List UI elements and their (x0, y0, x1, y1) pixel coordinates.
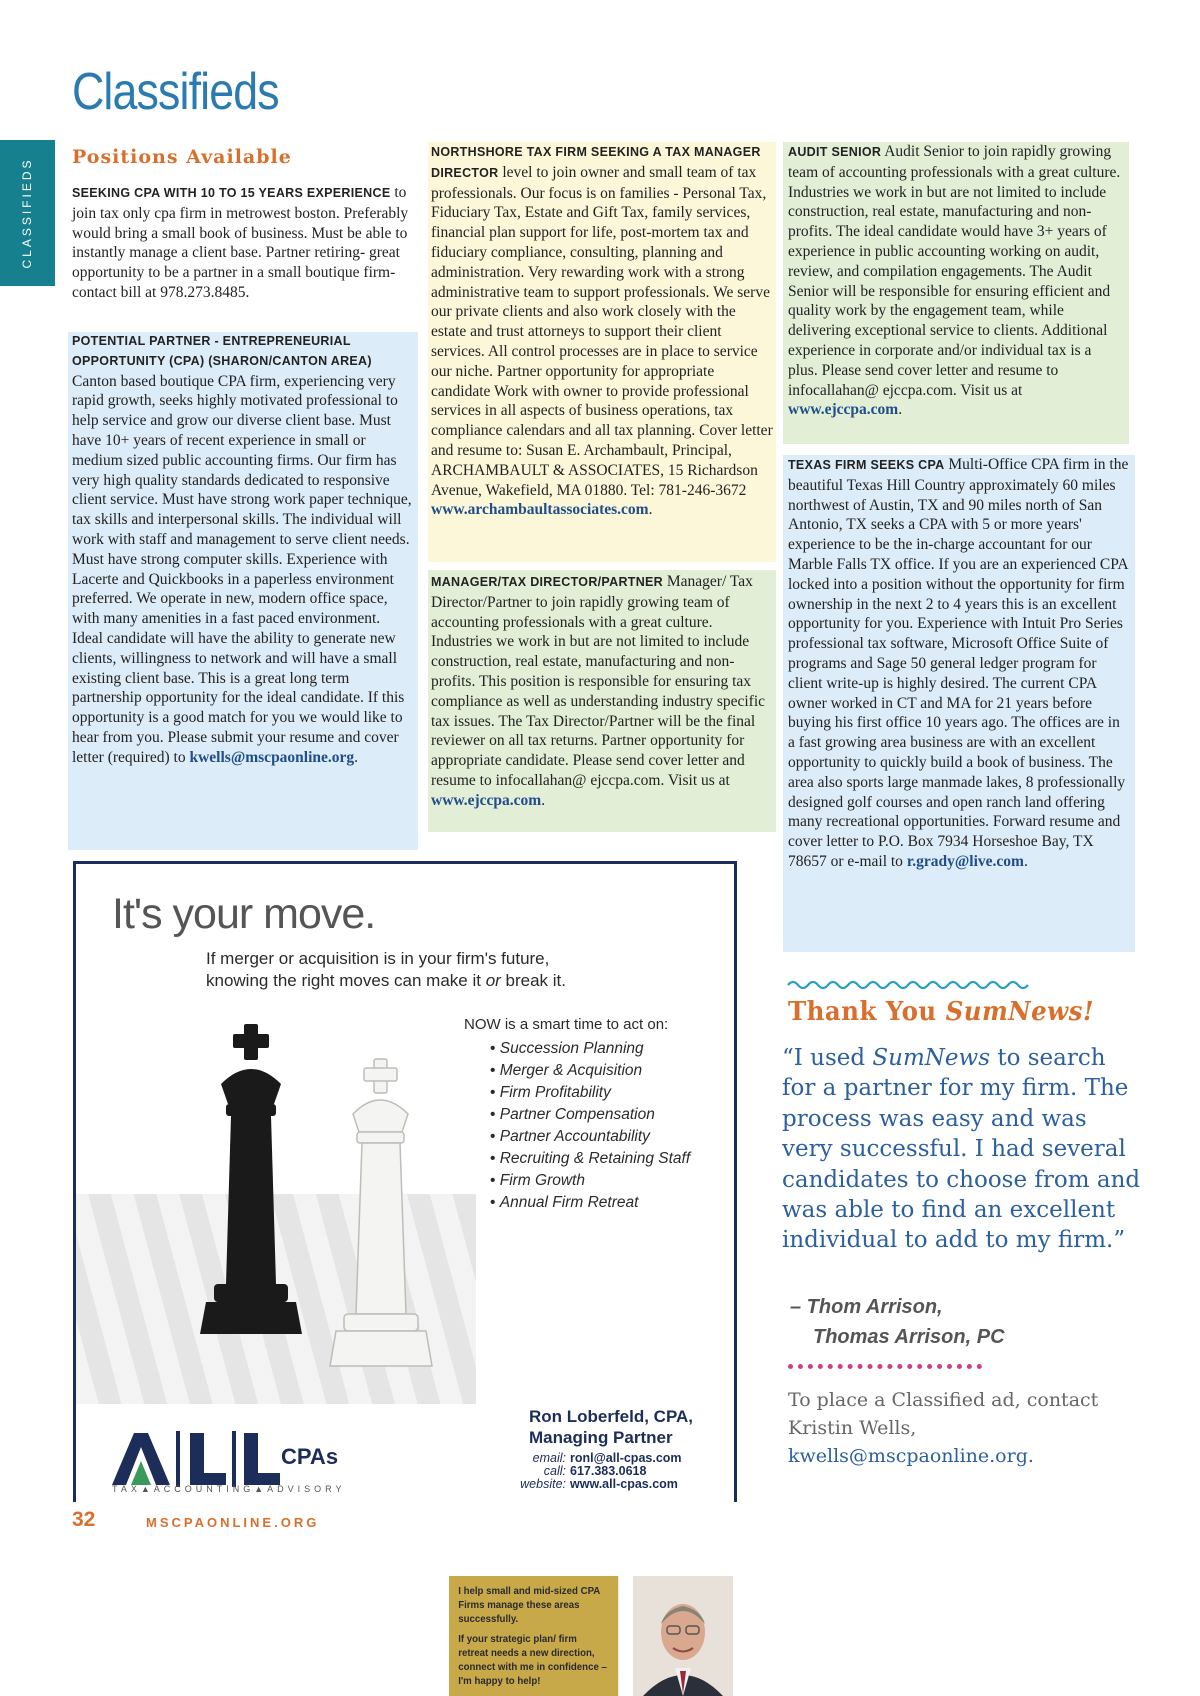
logo-tagline: TAX▲ACCOUNTING▲ADVISORY (112, 1484, 346, 1494)
ad-heading: AUDIT SENIOR (788, 145, 882, 159)
ad-subheadline-text: break it. (500, 971, 567, 990)
ad-body: Multi-Office CPA firm in the beautiful Texas Hill Country approximately 60 miles northwest of Austin, TX and 90 miles north of San Antonio, TX seeks a CPA with 5 or more years' experience to be the in-charge accountant for our Marble Falls TX office. If you are an experienced CPA locked into a position without the opportunity for firm ownership in the next 2 to 4 years this is an excellent opportunity for you. Experience with Intuit Pro Series professional tax software, Microsoft Office Suite of programs and Sage 50 general ledger program for client write-up is highly desired. The current CPA owner worked in CT and MA for 21 years before buying his first office 10 years ago. The offices are in a fast growing area business are with an excellent opportunity to quickly build a book of business. The area also sports large manmade lakes, 8 professionally designed golf courses and open ranch land offering many recreational opportunities. Forward resume and cover letter to P.O. Box 7934 Horseshoe Bay, TX 78657 or e-mail to (788, 456, 1129, 870)
ad-email-link[interactable]: kwells@mscpaonline.org (189, 748, 355, 766)
ad-body: Audit Senior to join rapidly growing team of accounting professionals with a great culture. Industries we work in but are not limited to include construction, real estate, manufacturing and non-profits. The ideal candidate would have 3+ years of experience in public accounting working on audit, review, and compilation engagements. The Audit Senior will be responsible for ensuring efficient and quality work by the engagement team, while delivering exceptional service to clients. Additional experience in corporate and/or individual tax is a plus. Please send cover letter and resume to infocallahan@ ejccpa.com. Visit us at (788, 143, 1121, 399)
place-ad-note (788, 1386, 1108, 1470)
place-ad-trail: . (1027, 1445, 1034, 1467)
ad-trail: . (354, 748, 359, 766)
ad-subheadline-text: knowing the right moves can make it (206, 971, 486, 990)
service-item: • Firm Profitability (490, 1082, 690, 1104)
ad-subheadline-emphasis: or (485, 971, 501, 990)
place-ad-text: To place a Classified ad, contact Kristin Wells, (788, 1389, 1099, 1439)
ad-trail: . (1023, 852, 1028, 870)
chess-pieces-image (176, 1014, 476, 1414)
attribution-firm: Thomas Arrison, PC (813, 1326, 1005, 1348)
ad-body: Manager/ Tax Director/Partner to join rapidly growing team of accounting professionals with a great culture. Industries we work in but are not limited to include construction, real estate, manufacturing and non-profits. This position is responsible for ensuring tax compliance as well as understanding industry specific tax issues. The Tax Director/Partner will be the final reviewer on all tax returns. Partner opportunity for appropriate candidate. Please send cover letter and resume to infocallahan@ ejccpa.com. Visit us at (431, 573, 766, 789)
ad-heading: MANAGER/TAX DIRECTOR/PARTNER (431, 575, 664, 589)
email-label: email: (532, 1451, 566, 1465)
all-cpas-logo-icon (112, 1431, 282, 1487)
ad-headline: It's your move. (112, 890, 376, 938)
ron-loberfeld-portrait (633, 1576, 733, 1696)
ad-website-link[interactable]: www.ejccpa.com (431, 791, 542, 809)
ad-website-link[interactable]: www.archambaultassociates.com (431, 501, 649, 519)
classified-ad-texas-firm (783, 455, 1135, 952)
side-tab-label: CLASSIFIEDS (20, 157, 34, 269)
quote-text: to search for a partner for my firm. The process was easy and was very successful. I had several candidates to choose from and was able to find an excellent individual to add to my firm.” (782, 1045, 1141, 1254)
ad-heading: NORTHSHORE TAX FIRM SEEKING A TAX MANAGER DIRECTOR (431, 145, 761, 180)
page-number: 32 (72, 1508, 96, 1531)
classified-ad-seeking-cpa (68, 183, 418, 303)
place-ad-email-link[interactable]: kwells@mscpaonline.org (788, 1445, 1028, 1467)
ad-quote-text: I help small and mid-sized CPA Firms manage these areas successfully. (458, 1585, 600, 1625)
ad-website-link[interactable]: www.ejccpa.com (788, 401, 899, 419)
service-item: • Annual Firm Retreat (490, 1192, 690, 1214)
contact-phone[interactable]: 617.383.0618 (570, 1464, 647, 1478)
thank-you-brand: SumNews! (945, 997, 1095, 1027)
attribution-name: – Thom Arrison, (790, 1296, 943, 1318)
ad-quote-text: If your strategic plan/ firm retreat needs a new direction, connect with me in confidence – I'm happy to help! (458, 1633, 607, 1687)
ad-body: to join tax only cpa firm in metrowest boston. Preferably would bring a small book of business. Must be able to instantly manage a client base. Partner retiring- great opportunity to be a partner in a small boutique firm-contact bill at 978.273.8485. (72, 184, 409, 301)
ad-body: level to join owner and small team of tax professionals. Our focus is on families - Personal Tax, Fiduciary Tax, Estate and Gift Tax, family services, financial plan support for life, post-mortem tax and fiduciary compliance, consulting, planning and administration. Very rewarding work with a strong administrative team to support professionals. We serve our private clients and also work closely with the estate and trust attorneys to support their client services. All control processes are in place to service our niche. Partner opportunity for appropriate candidate Work with owner to provide professional services in all aspects of business operations, tax compliance calendars and all tax planning. Cover letter and resume to: Susan E. Archambault, Principal, ARCHAMBAULT & ASSOCIATES, 15 Richardson Avenue, Wakefield, MA 01880. Tel: 781-246-3672 (431, 163, 773, 499)
classified-ad-manager-tax-director (428, 570, 776, 832)
classified-ad-audit-senior (783, 142, 1129, 444)
ad-heading: POTENTIAL PARTNER - ENTREPRENEURIAL OPPORTUNITY (CPA) (SHARON/CANTON AREA) (72, 334, 372, 368)
classified-ad-potential-partner (68, 332, 418, 850)
ad-body: Canton based boutique CPA firm, experiencing very rapid growth, seeks highly motivated professional to help service and grow our diverse client base. Must have 10+ years of recent experience in small or medium sized public accounting firms. Our firm has very high quality standards dedicated to responsive client service. Must have strong work paper technique, tax skills and interpersonal skills. The individual will work with staff and management to serve client needs. Must have strong computer skills. Experience with Lacerte and Quickbooks in a paperless environment preferred. We operate in new, modern office space, with many amenities in a fast paced environment. Ideal candidate will have the ability to generate new clients, willingness to network and will have a small existing client base. This is a great long term partnership opportunity for the ideal candidate. If this opportunity is a good match for you we would like to hear from you. Please submit your resume and cover letter (required) to (72, 372, 412, 766)
testimonial-quote (782, 1043, 1142, 1256)
ad-quote-box (449, 1576, 618, 1696)
quote-text: “I used (782, 1045, 873, 1071)
services-list (490, 1038, 690, 1214)
ad-now-text: NOW is a smart time to act on: (464, 1016, 669, 1033)
ad-trail: . (648, 501, 653, 519)
ad-email-link[interactable]: r.grady@live.com (906, 852, 1024, 870)
ad-heading: TEXAS FIRM SEEKS CPA (788, 458, 945, 472)
contact-name-block (529, 1406, 693, 1448)
contact-website-link[interactable]: www.all-cpas.com (570, 1477, 678, 1491)
ad-subheadline (206, 948, 626, 992)
contact-details (516, 1452, 716, 1491)
thank-you-text: Thank You (788, 997, 946, 1027)
service-item: • Partner Accountability (490, 1126, 690, 1148)
footer-site[interactable]: MSCPAONLINE.ORG (146, 1515, 320, 1530)
contact-name: Ron Loberfeld, CPA, (529, 1407, 694, 1426)
wave-divider-icon (788, 978, 1030, 992)
thank-you-heading (788, 997, 1094, 1027)
ad-subheadline-line: If merger or acquisition is in your firm's future, (206, 949, 550, 968)
dotted-divider (788, 1364, 982, 1369)
side-section-tab (0, 140, 55, 286)
service-item: • Succession Planning (490, 1038, 690, 1060)
ad-trail: . (898, 401, 903, 419)
logo-cpas-text: CPAs (281, 1444, 339, 1469)
page-title: Classifieds (72, 63, 279, 121)
phone-label: call: (543, 1464, 566, 1478)
quote-brand: SumNews (872, 1045, 991, 1071)
classified-ad-northshore-tax (428, 142, 776, 562)
testimonial-attribution (790, 1292, 1005, 1352)
ad-trail: . (541, 791, 546, 809)
section-heading: Positions Available (72, 146, 292, 168)
ad-heading: SEEKING CPA WITH 10 TO 15 YEARS EXPERIENCE (72, 186, 391, 200)
contact-email-link[interactable]: ronl@all-cpas.com (570, 1451, 682, 1465)
service-item: • Firm Growth (490, 1170, 690, 1192)
service-item: • Recruiting & Retaining Staff (490, 1148, 690, 1170)
service-item: • Partner Compensation (490, 1104, 690, 1126)
website-label: website: (520, 1477, 566, 1491)
service-item: • Merger & Acquisition (490, 1060, 690, 1082)
contact-title: Managing Partner (529, 1428, 673, 1447)
